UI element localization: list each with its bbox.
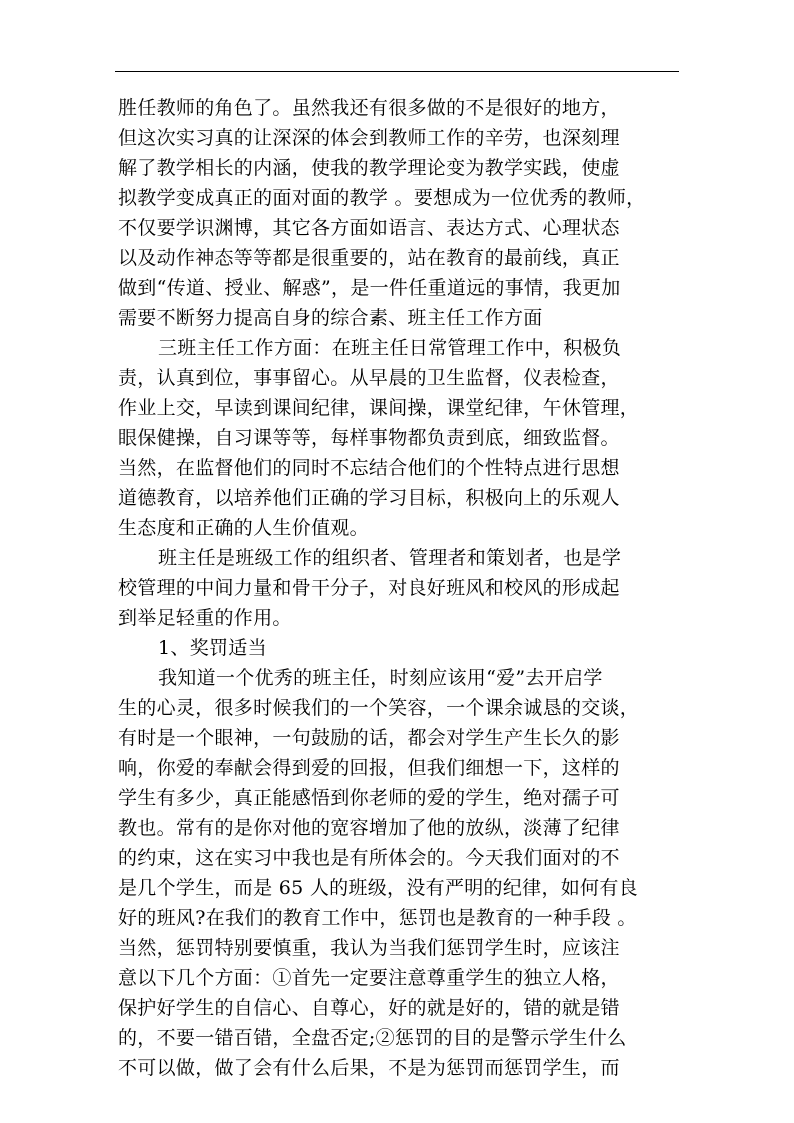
- body-text: [118, 93, 678, 1083]
- text-line: 三班主任工作方面：在班主任日常管理工作中，积极负: [158, 337, 622, 359]
- text-line: 不仅要学识渊博，其它各方面如语言、表达方式、心理状态: [118, 217, 620, 239]
- text-line: 的约束，这在实习中我也是有所体会的。今天我们面对的不: [118, 847, 620, 869]
- text-line: 到举足轻重的作用。: [118, 607, 292, 629]
- header-rule: [115, 71, 679, 72]
- text-line: 学生有多少，真正能感悟到你老师的爱的学生，绝对孺子可: [118, 787, 620, 809]
- text-line: 是几个学生，而是 65 人的班级，没有严明的纪律，如何有良: [118, 877, 638, 899]
- text-line: 生态度和正确的人生价值观。: [118, 517, 369, 539]
- text-line: 需要不断努力提高自身的综合素、班主任工作方面: [118, 307, 543, 329]
- text-line: 解了教学相长的内涵，使我的教学理论变为教学实践，使虚: [118, 157, 620, 179]
- text-line: 班主任是班级工作的组织者、管理者和策划者，也是学: [158, 547, 622, 569]
- text-line: 1、奖罚适当: [158, 637, 267, 659]
- text-line: 响，你爱的奉献会得到爱的回报，但我们细想一下，这样的: [118, 757, 620, 779]
- text-line: 以及动作神态等等都是很重要的，站在教育的最前线，真正: [118, 247, 620, 269]
- text-line: 做到“传道、授业、解惑”，是一件任重道远的事情，我更加: [118, 277, 621, 299]
- text-line: 拟教学变成真正的面对面的教学 。要想成为一位优秀的教师，: [118, 187, 646, 209]
- text-line: 作业上交，早读到课间纪律，课间操，课堂纪律，午休管理，: [118, 397, 640, 419]
- text-line: 的，不要一错百错，全盘否定;②惩罚的目的是警示学生什么: [118, 1027, 627, 1049]
- text-line: 我知道一个优秀的班主任，时刻应该用“爱”去开启学: [158, 667, 603, 689]
- text-line: 不可以做，做了会有什么后果，不是为惩罚而惩罚学生，而: [118, 1057, 620, 1079]
- text-line: 胜任教师的角色了。虽然我还有很多做的不是很好的地方，: [118, 97, 620, 119]
- text-line: 当然，惩罚特别要慎重，我认为当我们惩罚学生时，应该注: [118, 937, 620, 959]
- text-line: 生的心灵，很多时候我们的一个笑容，一个课余诚恳的交谈，: [118, 697, 640, 719]
- text-line: 眼保健操，自习课等等，每样事物都负责到底，细致监督。: [118, 427, 620, 449]
- text-line: 但这次实习真的让深深的体会到教师工作的辛劳，也深刻理: [118, 127, 620, 149]
- text-line: 保护好学生的自信心、自尊心，好的就是好的，错的就是错: [118, 997, 620, 1019]
- text-line: 有时是一个眼神，一句鼓励的话，都会对学生产生长久的影: [118, 727, 620, 749]
- text-line: 校管理的中间力量和骨干分子，对良好班风和校风的形成起: [118, 577, 620, 599]
- text-line: 道德教育，以培养他们正确的学习目标，积极向上的乐观人: [118, 487, 620, 509]
- text-line: 当然，在监督他们的同时不忘结合他们的个性特点进行思想: [118, 457, 620, 479]
- text-line: 好的班风?在我们的教育工作中，惩罚也是教育的一种手段 。: [118, 907, 637, 929]
- text-line: 责，认真到位，事事留心。从早晨的卫生监督，仪表检查，: [118, 367, 620, 389]
- text-line: 意以下几个方面：①首先一定要注意尊重学生的独立人格，: [118, 967, 620, 989]
- text-line: 教也。常有的是你对他的宽容增加了他的放纵，淡薄了纪律: [118, 817, 620, 839]
